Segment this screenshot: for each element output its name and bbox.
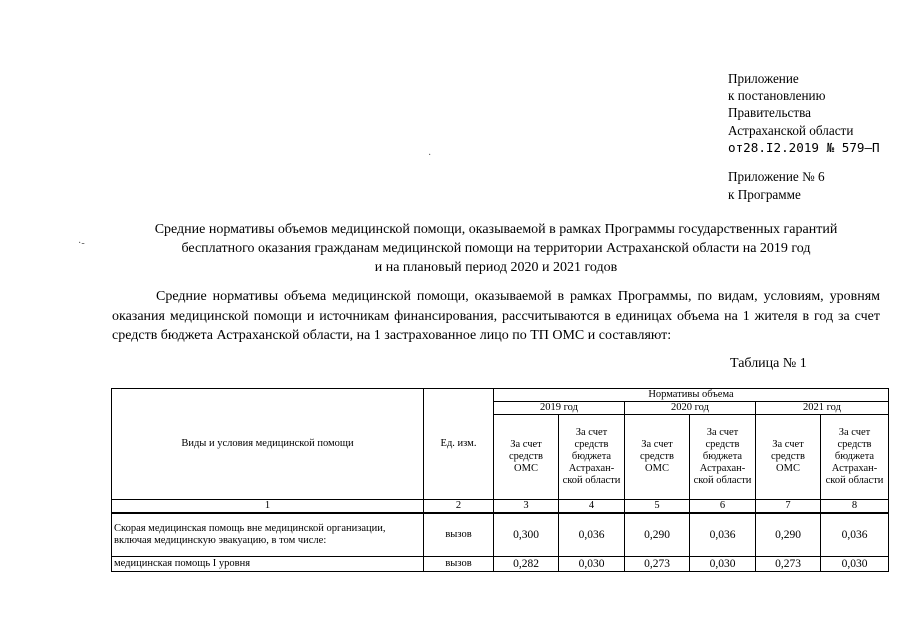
header-budget: За счет средств бюджета Астрахан-ской области xyxy=(821,415,889,500)
scan-speck: ·- xyxy=(78,238,85,249)
row-value: 0,273 xyxy=(756,557,821,572)
decree-number: от28.I2.2019 № 579–П xyxy=(728,139,880,155)
header-types: Виды и условия медицинской помощи xyxy=(112,389,424,500)
table-row xyxy=(112,513,889,557)
row-value: 0,030 xyxy=(690,557,756,572)
row-value: 0,030 xyxy=(559,557,625,572)
header-budget: За счет средств бюджета Астрахан-ской области xyxy=(559,415,625,500)
row-value: 0,273 xyxy=(625,557,690,572)
row-unit: вызов xyxy=(424,557,494,572)
header-oms: За счет средств ОМС xyxy=(625,415,690,500)
title-line: бесплатного оказания гражданам медицинской помощи на территории Астраханской области на 2019 год xyxy=(181,241,811,256)
header-year: 2019 год xyxy=(494,402,625,415)
appendix-line: к постановлению xyxy=(728,88,826,104)
table-label: Таблица № 1 xyxy=(730,356,807,371)
row-value: 0,030 xyxy=(821,557,889,572)
scan-speck: · xyxy=(428,150,432,161)
column-number: 4 xyxy=(559,500,625,514)
program-appendix-ref: к Программе xyxy=(728,187,801,202)
appendix-line: Правительства xyxy=(728,105,811,121)
row-value: 0,036 xyxy=(690,513,756,557)
row-value: 0,282 xyxy=(494,557,559,572)
column-number-row xyxy=(112,500,889,514)
row-value: 0,036 xyxy=(559,513,625,557)
column-number: 5 xyxy=(625,500,690,514)
row-value: 0,036 xyxy=(821,513,889,557)
column-number: 1 xyxy=(112,500,424,514)
program-appendix-header xyxy=(728,168,825,204)
row-name: медицинская помощь I уровня xyxy=(112,557,424,572)
row-unit: вызов xyxy=(424,513,494,557)
norms-table xyxy=(111,388,889,572)
column-number: 7 xyxy=(756,500,821,514)
row-value: 0,290 xyxy=(756,513,821,557)
column-number: 3 xyxy=(494,500,559,514)
appendix-header xyxy=(728,70,880,156)
title-line: и на плановый период 2020 и 2021 годов xyxy=(374,260,618,275)
header-year: 2020 год xyxy=(625,402,756,415)
column-number: 2 xyxy=(424,500,494,514)
row-value: 0,290 xyxy=(625,513,690,557)
column-number: 6 xyxy=(690,500,756,514)
row-value: 0,300 xyxy=(494,513,559,557)
table-row xyxy=(112,557,889,572)
header-oms: За счет средств ОМС xyxy=(494,415,559,500)
header-oms: За счет средств ОМС xyxy=(756,415,821,500)
column-number: 8 xyxy=(821,500,889,514)
header-unit: Ед. изм. xyxy=(424,389,494,500)
title-line: Средние нормативы объемов медицинской помощи, оказываемой в рамках Программы государственных гарантий xyxy=(154,222,838,237)
header-year: 2021 год xyxy=(756,402,889,415)
row-name: Скорая медицинская помощь вне медицинской организации, включая медицинскую эвакуацию, в том числе: xyxy=(112,513,424,557)
appendix-line: Астраханской области xyxy=(728,122,854,138)
appendix-line: Приложение xyxy=(728,71,799,86)
program-appendix-number: Приложение № 6 xyxy=(728,169,825,184)
intro-text: Средние нормативы объема медицинской помощи, оказываемой в рамках Программы, по видам, условиям, уровням оказания медицинской помощи и источникам финансирования, рассчитываются в единицах объема на 1 жителя в год за счет средств бюджета Астраханской области, на 1 застрахованное лицо по ТП ОМС и составляют: xyxy=(112,289,880,343)
header-norms: Нормативы объема xyxy=(494,389,889,402)
document-title xyxy=(112,220,880,277)
intro-paragraph xyxy=(112,287,880,346)
header-budget: За счет средств бюджета Астрахан-ской области xyxy=(690,415,756,500)
